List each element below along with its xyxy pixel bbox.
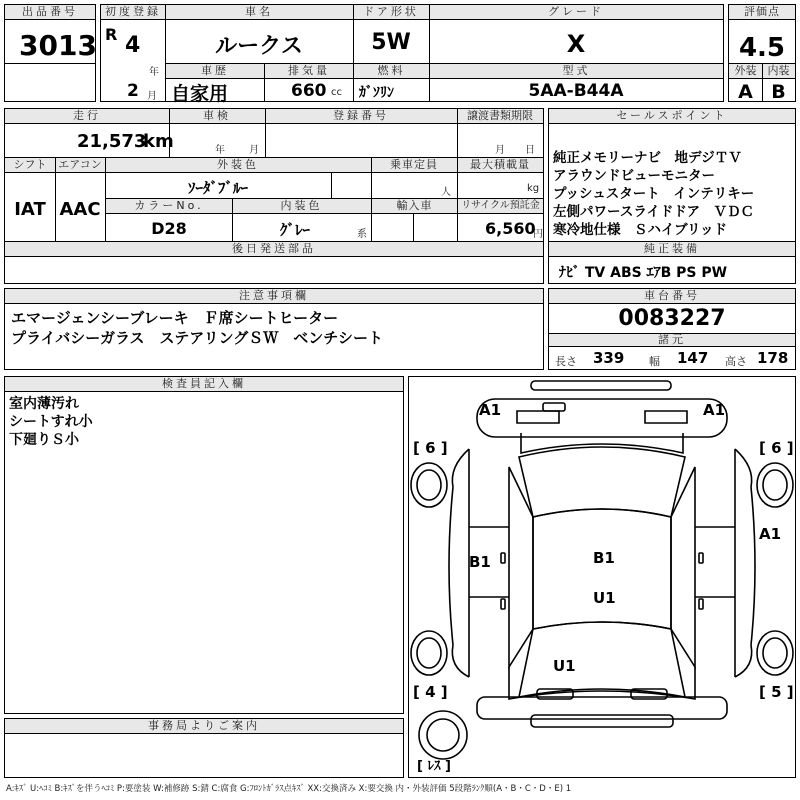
int-label: 内装 xyxy=(762,64,795,79)
model-label: 型式 xyxy=(430,64,723,79)
equipment: ﾅﾋﾞ TV ABS ｴｱB PS PW xyxy=(559,265,728,281)
caution-box xyxy=(4,288,544,370)
score-label: 評価点 xyxy=(729,5,795,20)
fuel-label: 燃料 xyxy=(354,64,429,79)
recycle-label: リサイクル預託金 xyxy=(458,199,543,214)
sales-label: セールスポイント xyxy=(549,109,795,124)
detail-box xyxy=(4,108,544,284)
ac-label: エアコン xyxy=(55,158,105,173)
int-color: ｸﾞﾚｰ xyxy=(279,221,310,239)
history-label: 車歴 xyxy=(166,64,264,79)
deferred-label: 後日発送部品 xyxy=(5,242,543,257)
caution-line: プライバシーガラス ステアリングＳＷ ベンチシート xyxy=(11,329,384,347)
width-label: 幅 xyxy=(649,355,660,368)
int-color-label: 内装色 xyxy=(232,199,371,214)
chassis-number: 0083227 xyxy=(618,306,726,331)
yen-unit: 円 xyxy=(533,229,543,240)
tire-rear-right: [ 5 ] xyxy=(759,683,794,701)
tire-front-left: [ 6 ] xyxy=(413,439,448,457)
door-label: ドア形状 xyxy=(353,5,429,20)
import-label: 輸入車 xyxy=(372,199,457,214)
sales-line: 寒冷地仕様 Ｓハイブリッド xyxy=(553,222,728,238)
reg-no-label: 登録番号 xyxy=(265,109,457,124)
recycle: 6,560 xyxy=(485,219,536,238)
chassis-label: 車台番号 xyxy=(549,289,795,304)
mark-b1-roof: B1 xyxy=(593,549,615,567)
lot-number: 3013 xyxy=(19,29,97,62)
capacity-unit: 人 xyxy=(441,187,451,198)
ext-label: 外装 xyxy=(729,64,762,79)
mark-a1-right-side: A1 xyxy=(759,525,782,543)
displacement: 660 xyxy=(291,81,327,101)
load-unit: kg xyxy=(527,183,540,194)
height: 178 xyxy=(757,349,789,367)
first-reg-month: 2 xyxy=(127,81,139,101)
load-label: 最大積載量 xyxy=(457,158,543,173)
ext-color: ｿｰﾀﾞﾌﾞﾙｰ xyxy=(187,179,248,197)
inspector-notes xyxy=(9,395,93,449)
inspector-line: 室内薄汚れ xyxy=(9,396,79,412)
first-reg-year: 4 xyxy=(125,33,141,58)
office-label: 事務局よりご案内 xyxy=(5,719,403,734)
inspector-label: 検査員記入欄 xyxy=(5,377,403,392)
sales-line: プッシュスタート インテリキー xyxy=(553,186,755,202)
mark-u1-roof: U1 xyxy=(593,589,616,607)
displacement-label: 排気量 xyxy=(264,64,354,79)
car-outline xyxy=(409,377,795,777)
shift: IAT xyxy=(14,199,46,220)
equipment-label: 純正装備 xyxy=(549,242,795,257)
inspector-box xyxy=(4,376,404,714)
first-reg-label: 初度登録 xyxy=(101,5,165,20)
car-name: ルークス xyxy=(215,34,303,59)
year-unit: 年 xyxy=(149,67,159,78)
transfer-label: 譲渡書類期限 xyxy=(457,109,543,124)
specs-label: 諸元 xyxy=(549,334,795,347)
mileage: 21,573 xyxy=(77,131,147,152)
model: 5AA-B44A xyxy=(528,81,624,101)
inspector-line: シートすれ小 xyxy=(9,414,93,430)
sales-line: 左側パワースライドドア ＶＤＣ xyxy=(553,204,755,220)
lot-box xyxy=(4,4,96,102)
width: 147 xyxy=(677,349,709,367)
inspection-label: 車検 xyxy=(169,109,265,124)
door: 5W xyxy=(371,30,411,55)
ac: AAC xyxy=(59,199,101,220)
color-no-label: カラーNo. xyxy=(106,199,232,214)
insp-month-unit: 月 xyxy=(249,145,259,156)
sales-line: 純正メモリーナビ 地デジＴＶ xyxy=(553,150,742,166)
inspector-line: 下廻りＳ小 xyxy=(9,432,79,448)
mark-b1-left-side: B1 xyxy=(469,553,491,571)
history: 自家用 xyxy=(171,83,229,105)
tire-rear-left: [ 4 ] xyxy=(413,683,448,701)
int-score: B xyxy=(771,81,786,103)
legend: A:ｷｽﾞ U:ﾍｺﾐ B:ｷｽﾞを伴うﾍｺﾐ P:要塗装 W:補修跡 S:錆 C:腐食 G:ﾌﾛﾝﾄｶﾞﾗｽ点ｷｽﾞ XX:交換済み X:要交換 内・外装評価 5段階ﾗﾝｸ順(A・B・C・D・E) 1 xyxy=(6,784,572,794)
chassis-box xyxy=(548,288,796,370)
caution-label: 注意事項欄 xyxy=(5,289,543,304)
era: R xyxy=(105,25,118,44)
transfer-day-unit: 日 xyxy=(525,145,535,156)
car-name-label: 車名 xyxy=(165,5,353,20)
height-label: 高さ xyxy=(725,355,747,368)
insp-year-unit: 年 xyxy=(215,145,225,156)
shift-label: シフト xyxy=(5,158,55,173)
capacity-label: 乗車定員 xyxy=(371,158,457,173)
km-unit: km xyxy=(143,131,174,152)
cc-unit: cc xyxy=(331,87,342,98)
score-box xyxy=(728,4,796,102)
ext-score: A xyxy=(738,81,753,103)
caution-line: エマージェンシーブレーキ Ｆ席シートヒーター xyxy=(11,309,339,327)
mark-a1-front-right: A1 xyxy=(703,401,726,419)
length: 339 xyxy=(593,349,625,367)
color-no: D28 xyxy=(151,219,187,238)
ext-color-label: 外装色 xyxy=(105,158,371,173)
month-unit: 月 xyxy=(147,91,157,102)
sales-points xyxy=(553,149,754,239)
sales-box xyxy=(548,108,796,284)
mark-a1-front-left: A1 xyxy=(479,401,502,419)
grade: X xyxy=(566,30,586,58)
lot-label: 出品番号 xyxy=(5,5,95,20)
damage-diagram xyxy=(408,376,796,778)
mark-u1-rear: U1 xyxy=(553,657,576,675)
mileage-label: 走行 xyxy=(5,109,169,124)
sales-line: アラウンドビューモニター xyxy=(553,168,715,184)
score: 4.5 xyxy=(738,33,786,63)
caution-notes xyxy=(11,308,383,348)
office-box xyxy=(4,718,404,778)
grade-label: グレード xyxy=(429,5,723,20)
spare-tire-note: [ ﾚｽ ] xyxy=(417,759,451,774)
tire-front-right: [ 6 ] xyxy=(759,439,794,457)
fuel: ｶﾞｿﾘﾝ xyxy=(359,85,394,101)
vehicle-info-box xyxy=(100,4,724,105)
int-color-unit: 系 xyxy=(357,229,367,240)
transfer-month-unit: 月 xyxy=(495,145,505,156)
length-label: 長さ xyxy=(555,355,577,368)
